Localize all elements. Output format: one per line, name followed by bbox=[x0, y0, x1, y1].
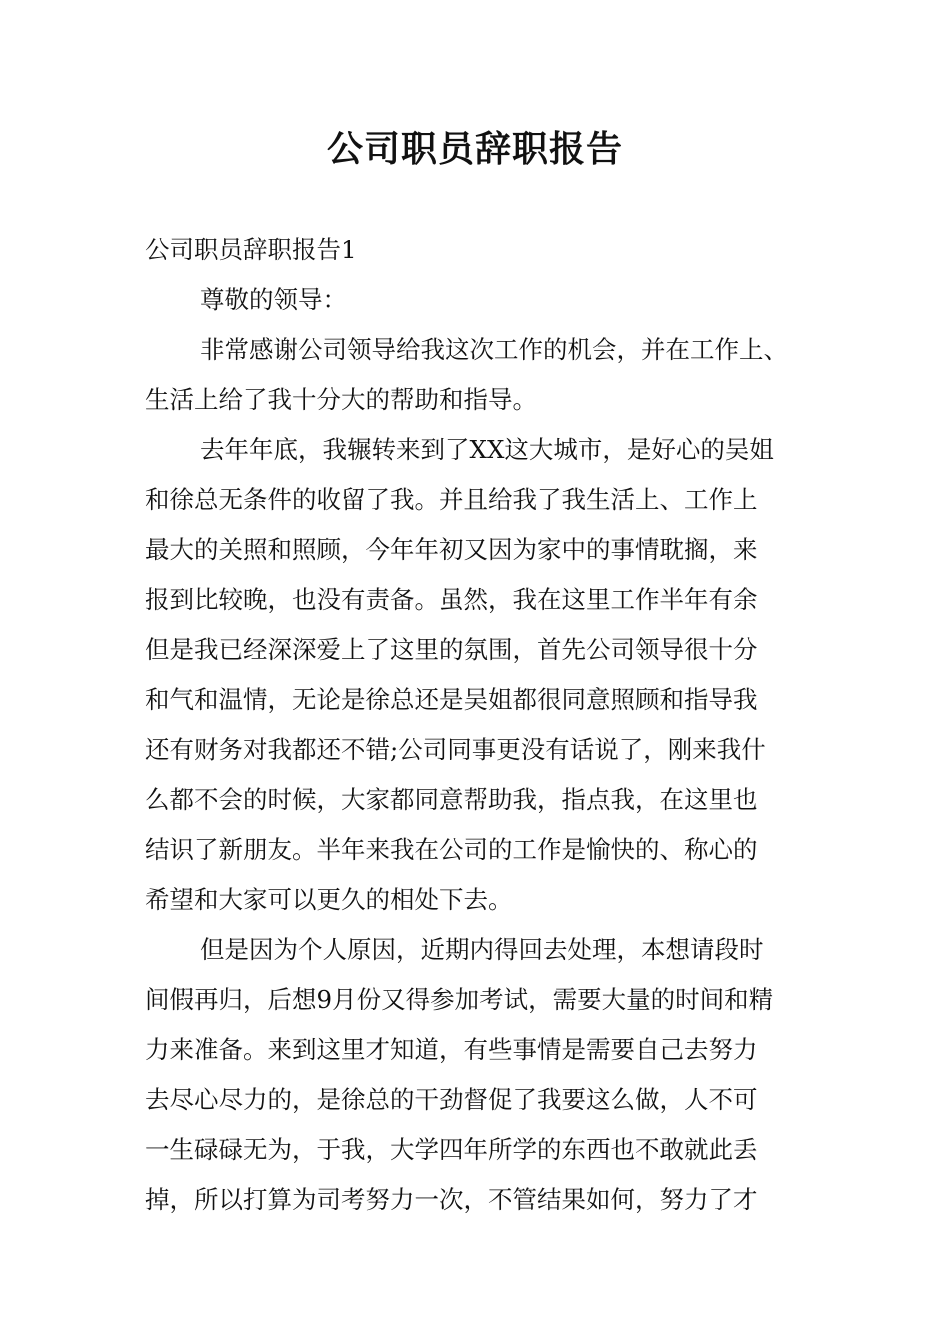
paragraph-3-line-5: 一生碌碌无为，于我，大学四年所学的东西也不敢就此丢 bbox=[145, 1135, 758, 1164]
salutation: 尊敬的领导： bbox=[200, 285, 347, 314]
paragraph-2-line-10: 希望和大家可以更久的相处下去。 bbox=[145, 885, 513, 914]
document-title: 公司职员辞职报告 bbox=[326, 129, 623, 170]
paragraph-2-line-2: 和徐总无条件的收留了我。并且给我了我生活上、工作上 bbox=[145, 485, 758, 514]
paragraph-3-line-4: 去尽心尽力的，是徐总的干劲督促了我要这么做，人不可 bbox=[145, 1085, 758, 1114]
paragraph-2-line-1: 去年年底，我辗转来到了XX这大城市，是好心的吴姐 bbox=[200, 435, 774, 464]
document-body bbox=[145, 225, 835, 1225]
paragraph-2-line-7: 还有财务对我都还不错;公司同事更没有话说了，刚来我什 bbox=[145, 735, 766, 764]
paragraph-2-line-5: 但是我已经深深爱上了这里的氛围，首先公司领导很十分 bbox=[145, 635, 758, 664]
paragraph-3-line-2: 间假再归，后想9月份又得参加考试，需要大量的时间和精 bbox=[145, 985, 774, 1014]
paragraph-1-line-2: 生活上给了我十分大的帮助和指导。 bbox=[145, 385, 537, 414]
paragraph-2-line-9: 结识了新朋友。半年来我在公司的工作是愉快的、称心的 bbox=[145, 835, 758, 864]
paragraph-2-line-6: 和气和温情，无论是徐总还是吴姐都很同意照顾和指导我 bbox=[145, 685, 758, 714]
paragraph-3-line-1: 但是因为个人原因，近期内得回去处理，本想请段时 bbox=[200, 935, 764, 964]
paragraph-2-line-3: 最大的关照和照顾，今年年初又因为家中的事情耽搁，来 bbox=[145, 535, 758, 564]
paragraph-2-line-8: 么都不会的时候，大家都同意帮助我，指点我，在这里也 bbox=[145, 785, 758, 814]
section-heading: 公司职员辞职报告1 bbox=[145, 235, 357, 264]
paragraph-3-line-3: 力来准备。来到这里才知道，有些事情是需要自己去努力 bbox=[145, 1035, 758, 1064]
paragraph-2-line-4: 报到比较晚，也没有责备。虽然，我在这里工作半年有余 bbox=[145, 585, 758, 614]
paragraph-1-line-1: 非常感谢公司领导给我这次工作的机会，并在工作上、 bbox=[200, 335, 788, 364]
paragraph-3-line-6: 掉，所以打算为司考努力一次，不管结果如何，努力了才 bbox=[145, 1185, 758, 1214]
